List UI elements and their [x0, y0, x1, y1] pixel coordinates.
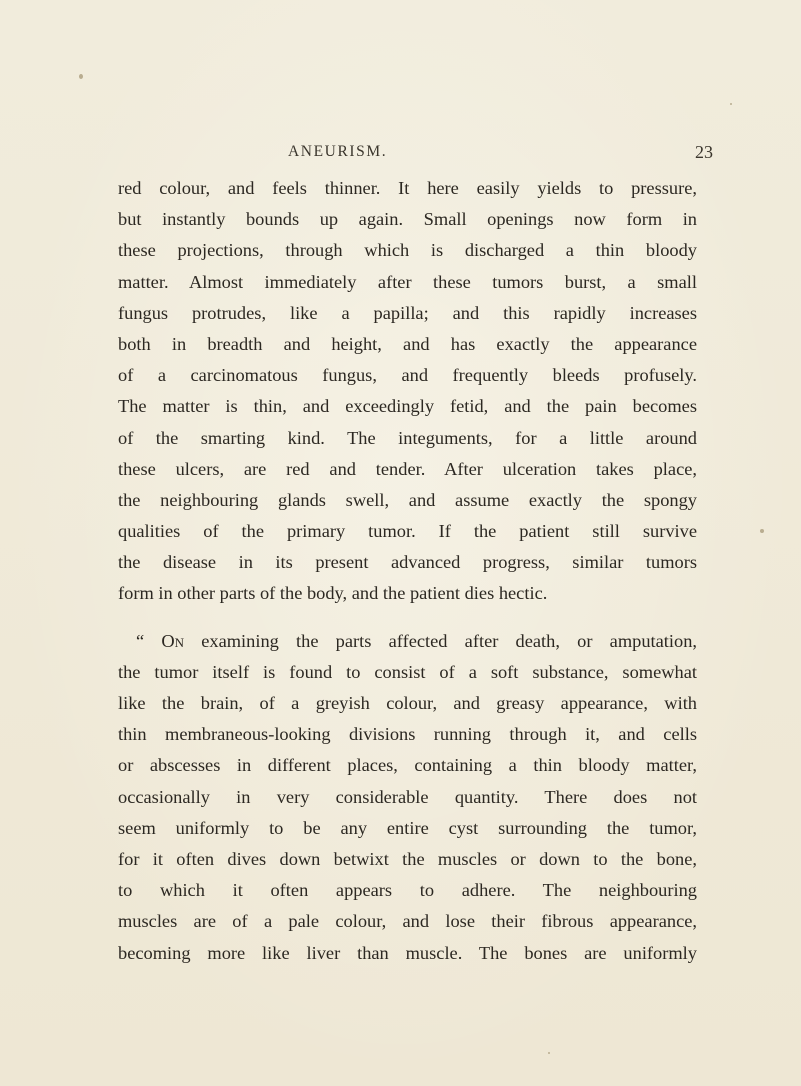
text-line: thin membraneous-looking divisions running through it, and cells — [118, 724, 697, 745]
first-line-rest: examining the parts affected after death, or amputation, — [184, 630, 697, 651]
text-line: matter. Almost immediately after these tumors burst, a small — [118, 271, 697, 292]
text-line: or abscesses in different places, containing a thin bloody matter, — [118, 755, 697, 776]
text-line: for it often dives down betwixt the muscles or down to the bone, — [118, 848, 697, 869]
text-line: of a carcinomatous fungus, and frequently bleeds profusely. — [118, 365, 697, 386]
text-line: becoming more like liver than muscle. The bones are uniformly — [118, 942, 697, 963]
text-line: of the smarting kind. The integuments, for a little around — [118, 427, 697, 448]
text-line: muscles are of a pale colour, and lose their fibrous appearance, — [118, 911, 697, 932]
text-line: The matter is thin, and exceedingly fetid, and the pain becomes — [118, 396, 697, 417]
paragraph-gap — [118, 610, 697, 626]
paper-speck — [79, 74, 83, 79]
text-line: to which it often appears to adhere. The neighbouring — [118, 880, 697, 901]
running-head — [0, 143, 801, 165]
paragraph-2 — [118, 626, 697, 969]
body-text — [118, 173, 697, 969]
text-line: occasionally in very considerable quantity. There does not — [118, 786, 697, 807]
text-line: seem uniformly to be any entire cyst surrounding the tumor, — [118, 817, 697, 838]
running-title: ANEURISM. — [288, 143, 388, 160]
page-number: 23 — [695, 142, 713, 162]
text-line: these projections, through which is discharged a thin bloody — [118, 240, 697, 261]
text-line: these ulcers, are red and tender. After ulceration takes place, — [118, 458, 697, 479]
opening-quote: “ — [136, 630, 145, 651]
paper-speck — [548, 1052, 550, 1054]
text-line: the disease in its present advanced progress, similar tumors — [118, 552, 697, 573]
text-line: but instantly bounds up again. Small openings now form in — [118, 209, 697, 230]
text-line: the tumor itself is found to consist of a soft substance, somewhat — [118, 661, 697, 682]
paper-speck — [730, 103, 732, 105]
text-line: like the brain, of a greyish colour, and greasy appearance, with — [118, 693, 697, 713]
first-word: On — [161, 630, 185, 651]
paper-speck — [760, 529, 764, 533]
text-line: red colour, and feels thinner. It here easily yields to pressure, — [118, 178, 697, 198]
paragraph-1 — [118, 173, 697, 610]
text-line: qualities of the primary tumor. If the patient still survive — [118, 521, 697, 542]
text-line: form in other parts of the body, and the patient dies hectic. — [118, 583, 548, 604]
text-line-first — [118, 626, 697, 657]
text-line: both in breadth and height, and has exactly the appearance — [118, 333, 697, 354]
text-line: fungus protrudes, like a papilla; and this rapidly increases — [118, 302, 697, 323]
text-line: the neighbouring glands swell, and assume exactly the spongy — [118, 489, 697, 510]
